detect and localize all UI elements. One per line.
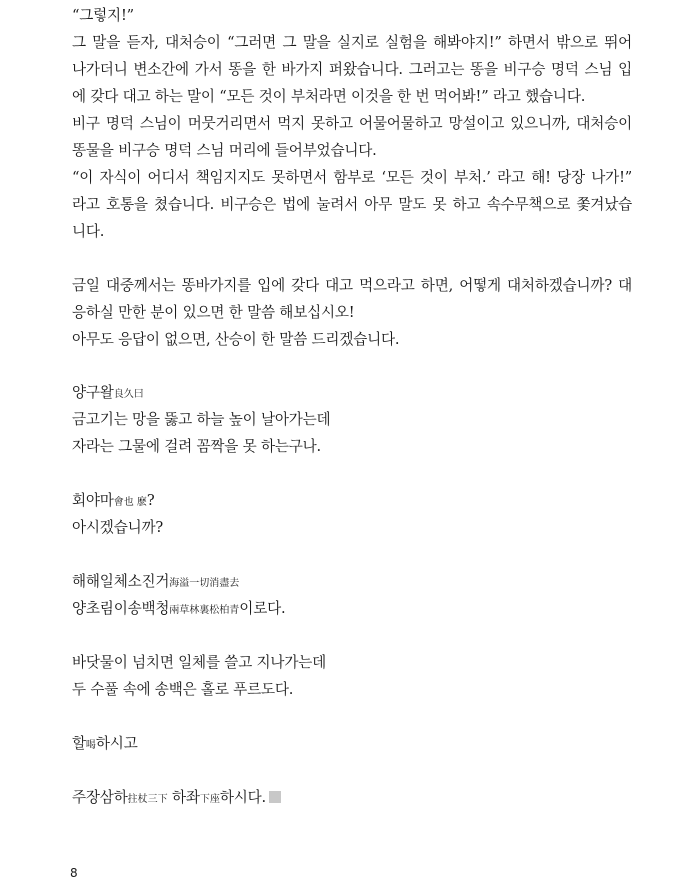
story-line: 나가더니 변소간에 가서 똥을 한 바가지 퍼왔습니다. 그러고는 똥을 비구승 명덕 스님 입 — [72, 61, 632, 78]
story-line: 라고 호통을 쳤습니다. 비구승은 법에 눌려서 아무 말도 못 하고 속수무책으로 쫓겨났습 — [72, 196, 632, 213]
page-number: 8 — [70, 866, 78, 880]
verse-title — [72, 383, 144, 405]
verse-line — [72, 572, 239, 594]
verse-line: 금고기는 망을 뚫고 하늘 높이 날아가는데 — [72, 411, 331, 428]
closing-text: 할 — [72, 735, 86, 752]
closing-text: 하좌 — [167, 789, 200, 806]
closing-line — [72, 734, 138, 756]
verse-hanja: 兩草林裏松柏青 — [169, 605, 240, 616]
closing-text: 주장삼하 — [72, 789, 128, 806]
story-line: 에 갖다 대고 하는 말이 “모든 것이 부처라면 이것을 한 번 먹어봐!” 라고 했습니다. — [72, 88, 586, 105]
story-line: “이 자식이 어디서 책임지지도 못하면서 함부로 ‘모든 것이 부처.’ 라고 해! 당장 나가!” — [72, 169, 632, 186]
verse-text: 회야마 — [72, 492, 114, 509]
verse-line: 아시겠습니까? — [72, 519, 164, 536]
closing-text-end: 하시다. — [219, 789, 266, 806]
verse-line: 바닷물이 넘치면 일체를 쓸고 지나가는데 — [72, 654, 327, 671]
verse-line: 두 수풀 속에 송백은 홀로 푸르도다. — [72, 681, 294, 698]
verse-hanja: 海溢一切消盡去 — [169, 578, 240, 589]
question-line: 응하실 만한 분이 있으면 한 말씀 해보십시오! — [72, 304, 355, 321]
verse-text-end: 이로다. — [239, 600, 286, 617]
story-line: 그 말을 듣자, 대처승이 “그러면 그 말을 실지로 실험을 해봐야지!” 하면서 밖으로 뛰어 — [72, 34, 632, 51]
verse-text: 양초림이송백청 — [72, 600, 170, 617]
verse-title-hanja: 良久曰 — [113, 389, 144, 400]
verse-line: 자라는 그물에 걸려 꼼짝을 못 하는구나. — [72, 438, 321, 455]
verse-line — [72, 599, 285, 621]
question-line: 아무도 응답이 없으면, 산승이 한 말씀 드리겠습니다. — [72, 331, 400, 348]
closing-hanja: 拄杖三下 — [127, 794, 168, 805]
closing-hanja: 喝 — [85, 740, 96, 751]
closing-line — [72, 788, 281, 810]
verse-text-end: ? — [146, 492, 155, 509]
story-line: “그렇지!” — [72, 7, 134, 24]
story-line: 똥물을 비구승 명덕 스님 머리에 들어부었습니다. — [72, 142, 377, 159]
story-line: 비구 명덕 스님이 머뭇거리면서 먹지 못하고 어물어물하고 망설이고 있으니까, 대처승이 — [72, 115, 632, 132]
closing-hanja: 下座 — [199, 794, 220, 805]
question-line: 금일 대중께서는 똥바가지를 입에 갖다 대고 먹으라고 하면, 어떻게 대처하겠습니까? 대 — [72, 277, 632, 294]
verse-hanja: 會也 麽 — [113, 497, 147, 508]
verse-text: 해해일체소진거 — [72, 573, 170, 590]
verse-line — [72, 491, 155, 513]
closing-text-end: 하시고 — [95, 735, 138, 752]
story-line: 니다. — [72, 223, 105, 240]
end-mark-icon — [269, 791, 281, 803]
verse-title-text: 양구왈 — [72, 384, 114, 401]
